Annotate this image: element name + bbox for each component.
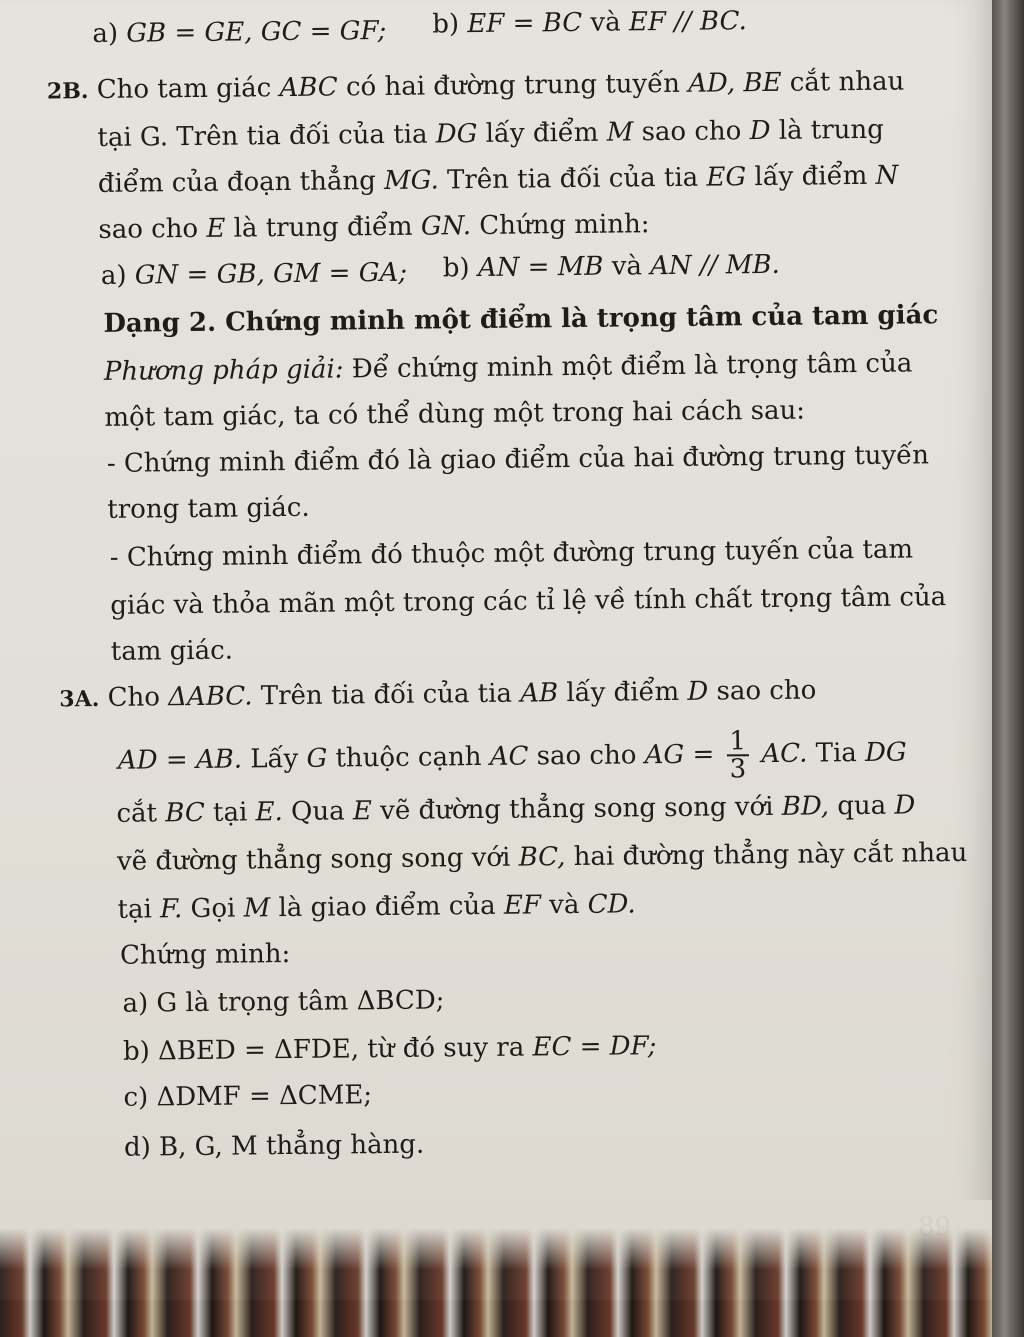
fraction-denominator: 3	[729, 754, 747, 785]
part-label: d)	[123, 1132, 151, 1163]
text: Lấy	[250, 743, 299, 775]
math: F.	[159, 894, 183, 925]
part-text: AN = MB	[477, 251, 604, 284]
bullet-1-line-2: trong tam giác.	[107, 492, 310, 525]
bullet-2-line-3: tam giác.	[110, 635, 234, 667]
fraction-numerator: 1	[726, 728, 749, 756]
text: cắt	[116, 798, 158, 829]
exercise-3a-part-a	[122, 985, 444, 1018]
part-text: là trọng tâm	[185, 986, 349, 1019]
math: EF	[503, 890, 542, 921]
exercise-3a-line-5	[117, 889, 636, 924]
text: vẽ đường thẳng song song với	[380, 791, 774, 827]
text: vẽ đường thẳng song song với	[116, 842, 511, 877]
exercise-3a-part-c	[123, 1080, 372, 1113]
part-label: c)	[123, 1082, 149, 1113]
part-label: a)	[92, 18, 119, 50]
prev-exercise-part-a	[92, 16, 386, 49]
part-text: EF // BC.	[628, 6, 747, 38]
math: DG	[435, 119, 478, 150]
exercise-2b-line-2	[97, 115, 884, 153]
bullet-1-line-1: - Chứng minh điểm đó là giao điểm của hai đường trung tuyến	[106, 440, 930, 479]
part-text: AN // MB.	[650, 249, 780, 282]
part-text: G	[156, 988, 178, 1019]
text: sao cho	[641, 116, 742, 148]
math: GN.	[420, 211, 472, 242]
math: E	[206, 213, 226, 244]
exercise-2b-line-3	[98, 161, 899, 199]
math: E	[352, 796, 373, 827]
math: BC,	[518, 842, 566, 873]
text: có hai đường trung tuyến	[345, 68, 681, 103]
text: điểm của đoạn thẳng	[97, 166, 376, 199]
part-text: EF = BC	[467, 7, 583, 40]
math: M	[606, 117, 634, 148]
math: D	[749, 115, 771, 147]
text: lấy điểm	[754, 160, 868, 193]
exercise-3a-line-1	[59, 675, 816, 714]
text: tại G. Trên tia đối của tia	[97, 119, 428, 153]
page-edge-shadow	[992, 0, 1024, 1337]
book-stack-background	[0, 1200, 1024, 1337]
part-label: a)	[100, 260, 127, 291]
method-line-1	[104, 348, 913, 386]
text: cắt nhau	[789, 66, 905, 98]
text: Trên tia đối của tia	[260, 678, 513, 712]
section-heading: Dạng 2. Chứng minh một điểm là trọng tâm của tam giác	[103, 300, 939, 339]
exercise-2b-part-a	[101, 258, 407, 291]
text: Chứng minh:	[479, 209, 650, 241]
text: sao cho	[716, 675, 817, 707]
math: D	[687, 676, 709, 707]
text: là giao điểm của	[278, 890, 496, 924]
text: thuộc cạnh	[335, 742, 482, 774]
method-label: Phương pháp giải:	[103, 354, 344, 387]
math: AD, BE	[688, 67, 782, 99]
math: ABC	[279, 72, 338, 104]
text: hai đường thẳng này cắt nhau	[573, 837, 968, 873]
part-text: EC = DF;	[532, 1031, 657, 1063]
text: tại	[117, 894, 152, 925]
part-text: ΔBCD;	[356, 985, 445, 1017]
text: lấy điểm	[485, 117, 599, 149]
math: AC.	[761, 738, 808, 770]
part-text: ΔBED = ΔFDE,	[157, 1034, 360, 1067]
text: Để chứng minh một điểm là trọng tâm của	[351, 348, 913, 385]
text: qua	[837, 790, 887, 822]
part-label: b)	[432, 9, 460, 40]
exercise-label: 3A.	[59, 685, 100, 713]
exercise-2b-line-1	[47, 67, 905, 107]
bullet-2-line-1: - Chứng minh điểm đó thuộc một đường trung tuyến của tam	[109, 534, 914, 573]
part-text: GN = GB, GM = GA;	[134, 257, 408, 291]
math: D	[894, 790, 916, 821]
part-text: B, G, M	[158, 1131, 258, 1163]
exercise-3a-prove: Chứng minh:	[119, 939, 291, 971]
text: Trên tia đối của tia	[446, 162, 699, 196]
math: M	[243, 893, 271, 924]
part-label: b)	[442, 253, 470, 284]
math: AC	[489, 741, 529, 772]
math: E.	[255, 797, 283, 828]
exercise-2b-line-4	[98, 209, 649, 245]
exercise-3a-line-2	[118, 727, 907, 789]
method-line-2: một tam giác, ta có thể dùng một trong hai cách sau:	[104, 395, 806, 433]
fraction-one-third	[726, 726, 749, 785]
math: AD = AB.	[117, 744, 243, 776]
exercise-label: 2B.	[46, 78, 89, 105]
text: Qua	[290, 796, 345, 827]
part-text: từ đó suy ra	[367, 1032, 525, 1065]
text: Gọi	[190, 893, 236, 925]
math: MG.	[383, 165, 439, 196]
part-label: b)	[122, 1036, 150, 1067]
text: tại	[212, 797, 248, 828]
text: Tia	[815, 738, 857, 769]
text: và	[549, 889, 580, 921]
part-text: và	[590, 7, 621, 38]
exercise-3a-part-b	[123, 1031, 657, 1067]
math: BC	[165, 797, 205, 829]
text: Cho tam giác	[96, 73, 272, 105]
text: lấy điểm	[566, 676, 680, 709]
math: N	[875, 160, 899, 191]
exercise-3a-line-3	[116, 790, 915, 828]
exercise-3a-line-4	[117, 838, 968, 877]
math: ΔABC.	[168, 681, 253, 713]
text: sao cho	[98, 213, 199, 245]
text: là trung điểm	[233, 211, 413, 244]
math: DG	[864, 737, 907, 768]
math: AG =	[644, 739, 715, 771]
text: Cho	[107, 682, 161, 713]
math: G	[306, 743, 328, 774]
math: BD,	[781, 791, 830, 822]
part-text: thẳng hàng.	[265, 1129, 425, 1162]
exercise-2b-part-b	[443, 250, 780, 284]
text: sao cho	[536, 740, 637, 772]
exercise-3a-part-d	[124, 1130, 425, 1163]
part-label: a)	[122, 988, 149, 1019]
text: là trung	[778, 114, 884, 146]
math: CD.	[587, 889, 636, 920]
part-text: và	[611, 251, 643, 282]
prev-exercise-part-b	[432, 6, 747, 39]
part-text: GB = GE, GC = GF;	[126, 15, 387, 49]
math: AB	[520, 678, 559, 709]
part-text: ΔDMF = ΔCME;	[156, 1080, 373, 1113]
bullet-2-line-2: giác và thỏa mãn một trong các tỉ lệ về tính chất trọng tâm của	[110, 582, 947, 621]
math: EG	[706, 162, 747, 193]
